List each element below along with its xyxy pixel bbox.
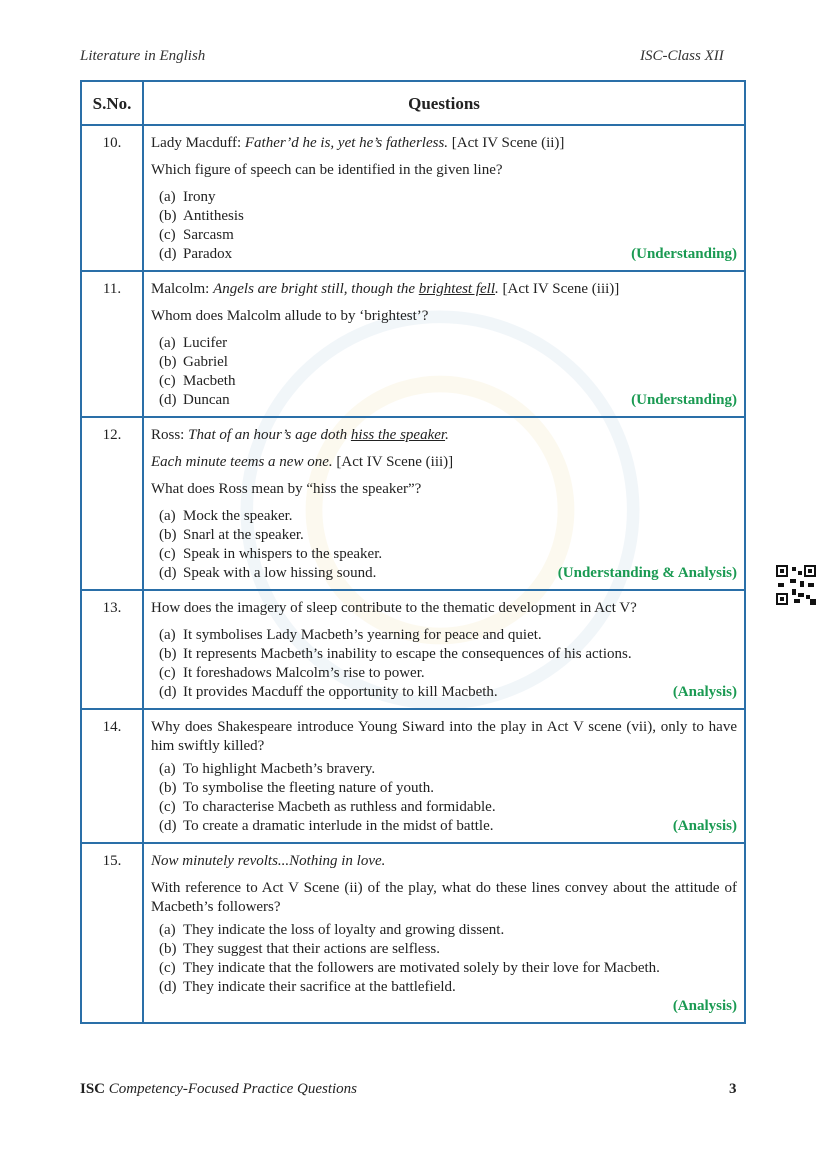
option-label: (a) bbox=[159, 761, 176, 777]
col-questions-header: Questions bbox=[143, 81, 745, 125]
quote-text: That of an hour’s age doth bbox=[188, 427, 351, 443]
speaker: Lady Macduff: bbox=[151, 135, 245, 151]
footer-brand: ISC bbox=[80, 1081, 106, 1097]
option-text: To characterise Macbeth as ruthless and formidable. bbox=[183, 799, 496, 815]
option-text: They indicate their sacrifice at the battlefield. bbox=[183, 979, 456, 995]
option-b bbox=[159, 779, 737, 798]
option-label: (a) bbox=[159, 508, 176, 524]
quote-text: . bbox=[445, 427, 449, 443]
option-text: It symbolises Lady Macbeth’s yearning for peace and quiet. bbox=[183, 627, 542, 643]
competency-category: (Analysis) bbox=[672, 684, 737, 700]
option-label: (d) bbox=[159, 684, 177, 700]
option-label: (d) bbox=[159, 392, 177, 408]
qr-code-icon[interactable] bbox=[776, 565, 816, 605]
question-quote-line bbox=[151, 280, 737, 299]
option-b bbox=[159, 526, 737, 545]
question-row bbox=[81, 417, 745, 590]
option-label: (a) bbox=[159, 189, 176, 205]
option-label: (b) bbox=[159, 780, 177, 796]
speaker: Malcolm: bbox=[151, 281, 214, 297]
question-number: 11. bbox=[81, 271, 143, 417]
options-list bbox=[159, 507, 737, 583]
options-list bbox=[159, 334, 737, 410]
question-prompt: With reference to Act V Scene (ii) of the play, what do these lines convey about the attitude of Macbeth’s followers? bbox=[151, 880, 737, 915]
quote-text: . bbox=[495, 281, 499, 297]
options-list bbox=[159, 921, 737, 997]
quote-text: Angels are bright still, though the bbox=[213, 281, 419, 297]
question-quote-line bbox=[151, 426, 737, 445]
scene-reference: [Act IV Scene (iii)] bbox=[498, 281, 620, 297]
option-label: (d) bbox=[159, 565, 177, 581]
question-row bbox=[81, 709, 745, 843]
option-text: They indicate that the followers are motivated solely by their love for Macbeth. bbox=[183, 960, 660, 976]
question-row bbox=[81, 590, 745, 709]
quote-underlined: hiss the speaker bbox=[350, 427, 446, 443]
option-text: It provides Macduff the opportunity to kill Macbeth. bbox=[183, 684, 498, 700]
quote-text: Each minute teems a new one. bbox=[151, 454, 333, 470]
option-text: Antithesis bbox=[183, 208, 244, 224]
option-d bbox=[159, 817, 737, 836]
competency-category: (Understanding) bbox=[631, 392, 737, 408]
option-label: (d) bbox=[159, 818, 177, 834]
question-row bbox=[81, 843, 745, 1023]
option-a bbox=[159, 507, 737, 526]
option-label: (b) bbox=[159, 527, 177, 543]
option-text: To symbolise the fleeting nature of youth. bbox=[183, 780, 434, 796]
option-d bbox=[159, 245, 737, 264]
question-prompt: How does the imagery of sleep contribute to the thematic development in Act V? bbox=[151, 600, 637, 616]
option-text: Irony bbox=[183, 189, 216, 205]
option-label: (b) bbox=[159, 208, 177, 224]
competency-category: (Understanding) bbox=[631, 246, 737, 262]
question-quote-line: Now minutely revolts...Nothing in love. bbox=[151, 853, 386, 869]
option-text: Sarcasm bbox=[183, 227, 234, 243]
option-text: Speak in whispers to the speaker. bbox=[183, 546, 383, 562]
question-number: 14. bbox=[81, 709, 143, 843]
option-text: They suggest that their actions are selfless. bbox=[183, 941, 441, 957]
question-prompt: What does Ross mean by “hiss the speaker”? bbox=[151, 481, 422, 497]
option-c bbox=[159, 798, 737, 817]
option-b bbox=[159, 207, 737, 226]
questions-table bbox=[80, 80, 746, 1024]
option-text: It represents Macbeth’s inability to escape the consequences of his actions. bbox=[183, 646, 632, 662]
option-c bbox=[159, 372, 737, 391]
question-prompt: Which figure of speech can be identified in the given line? bbox=[151, 162, 503, 178]
competency-category: (Analysis) bbox=[672, 998, 737, 1014]
option-text: It foreshadows Malcolm’s rise to power. bbox=[183, 665, 425, 681]
question-prompt: Whom does Malcolm allude to by ‘brightest’? bbox=[151, 308, 429, 324]
option-a bbox=[159, 188, 737, 207]
option-b bbox=[159, 353, 737, 372]
competency-category: (Analysis) bbox=[672, 818, 737, 834]
option-d bbox=[159, 683, 737, 702]
option-text: Lucifer bbox=[183, 335, 228, 351]
options-list bbox=[159, 626, 737, 702]
question-row bbox=[81, 271, 745, 417]
option-text: Duncan bbox=[183, 392, 230, 408]
scene-reference: [Act IV Scene (ii)] bbox=[448, 135, 565, 151]
option-label: (d) bbox=[159, 979, 177, 995]
option-text: To highlight Macbeth’s bravery. bbox=[183, 761, 376, 777]
option-label: (c) bbox=[159, 546, 176, 562]
footer-subtitle: Competency-Focused Practice Questions bbox=[105, 1081, 358, 1097]
option-label: (d) bbox=[159, 246, 177, 262]
option-text: They indicate the loss of loyalty and growing dissent. bbox=[183, 922, 505, 938]
question-number: 12. bbox=[81, 417, 143, 590]
option-label: (c) bbox=[159, 799, 176, 815]
option-text: Gabriel bbox=[183, 354, 228, 370]
option-text: Snarl at the speaker. bbox=[183, 527, 304, 543]
scene-reference: [Act IV Scene (iii)] bbox=[332, 454, 454, 470]
quote-text: Father’d he is, yet he’s fatherless. bbox=[244, 135, 449, 151]
footer-title bbox=[80, 1081, 357, 1098]
col-sno-header: S.No. bbox=[81, 81, 143, 125]
option-label: (c) bbox=[159, 665, 176, 681]
option-label: (a) bbox=[159, 335, 176, 351]
option-text: Paradox bbox=[183, 246, 233, 262]
option-text: Speak with a low hissing sound. bbox=[183, 565, 377, 581]
speaker: Ross: bbox=[151, 427, 189, 443]
quote-underlined: brightest fell bbox=[418, 281, 496, 297]
question-quote-line bbox=[151, 453, 737, 472]
question-number: 10. bbox=[81, 125, 143, 271]
option-d bbox=[159, 391, 737, 410]
option-a bbox=[159, 334, 737, 353]
options-list bbox=[159, 760, 737, 836]
option-label: (b) bbox=[159, 646, 177, 662]
option-label: (a) bbox=[159, 627, 176, 643]
option-c bbox=[159, 226, 737, 245]
option-b bbox=[159, 645, 737, 664]
option-a bbox=[159, 760, 737, 779]
header-subject: Literature in English bbox=[80, 48, 206, 64]
option-label: (b) bbox=[159, 354, 177, 370]
option-a bbox=[159, 921, 737, 940]
option-label: (c) bbox=[159, 227, 176, 243]
option-a bbox=[159, 626, 737, 645]
question-prompt: Why does Shakespeare introduce Young Siward into the play in Act V scene (vii), only to have him swiftly killed? bbox=[151, 719, 737, 754]
option-text: To create a dramatic interlude in the midst of battle. bbox=[183, 818, 494, 834]
options-list bbox=[159, 188, 737, 264]
header-class: ISC-Class XII bbox=[640, 48, 724, 64]
question-row bbox=[81, 125, 745, 271]
option-c bbox=[159, 664, 737, 683]
option-label: (c) bbox=[159, 960, 176, 976]
question-number: 13. bbox=[81, 590, 143, 709]
question-number: 15. bbox=[81, 843, 143, 1023]
option-text: Mock the speaker. bbox=[183, 508, 293, 524]
option-c bbox=[159, 959, 737, 978]
option-d bbox=[159, 978, 737, 997]
option-b bbox=[159, 940, 737, 959]
page-number: 3 bbox=[729, 1081, 737, 1097]
question-quote-line bbox=[151, 134, 737, 153]
competency-category: (Understanding & Analysis) bbox=[557, 565, 737, 581]
option-d bbox=[159, 564, 737, 583]
option-label: (b) bbox=[159, 941, 177, 957]
option-c bbox=[159, 545, 737, 564]
option-label: (a) bbox=[159, 922, 176, 938]
option-label: (c) bbox=[159, 373, 176, 389]
option-text: Macbeth bbox=[183, 373, 236, 389]
